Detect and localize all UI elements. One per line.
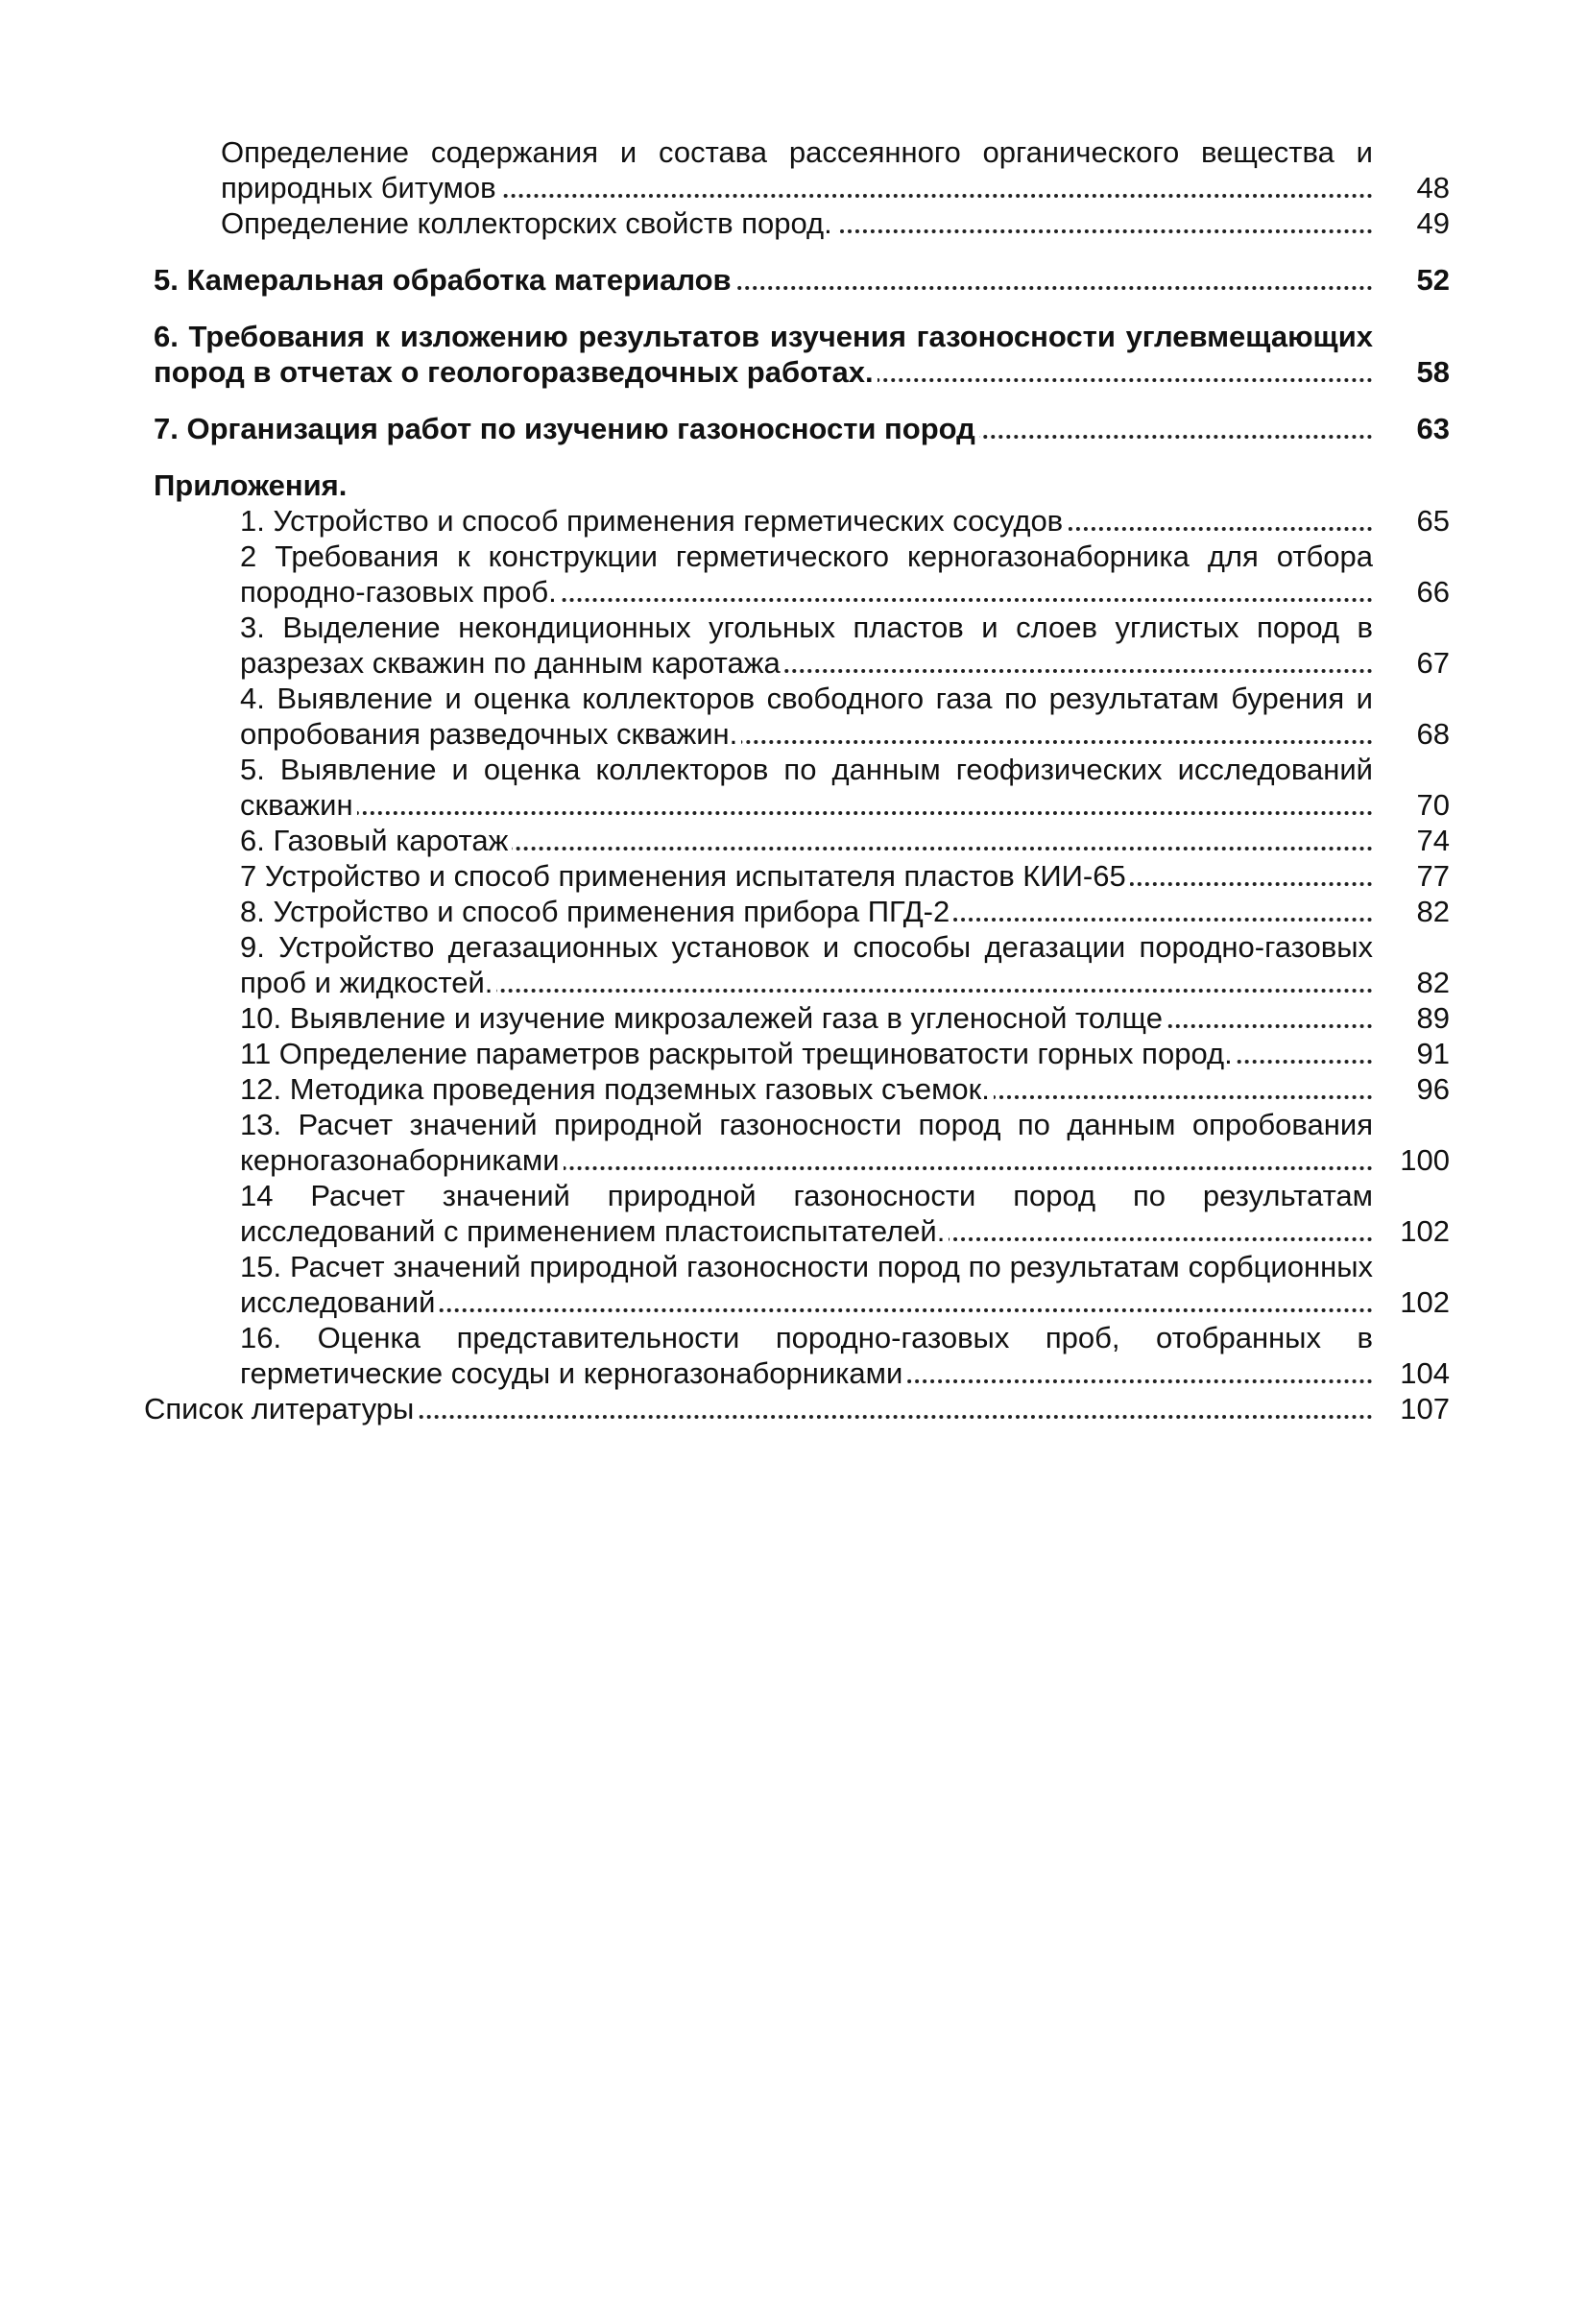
entry-title: 1. Устройство и способ применения герметических сосудов xyxy=(240,504,1067,538)
toc-entry xyxy=(144,503,1450,539)
page-number: 48 xyxy=(1416,171,1450,204)
entry-title: 8. Устройство и способ применения прибора ПГД-2 xyxy=(240,895,953,928)
page-number: 77 xyxy=(1416,859,1450,893)
toc-entry xyxy=(144,205,1450,241)
section-title: 7. Организация работ по изучению газоносности пород xyxy=(154,412,979,445)
toc-entry xyxy=(144,858,1450,894)
page-number: 49 xyxy=(1416,206,1450,240)
toc-entry xyxy=(144,1036,1450,1071)
entry-title: 5. Выявление и оценка коллекторов по данным геофизических исследований скважин xyxy=(240,753,1373,822)
entry-title: Список литературы xyxy=(144,1392,418,1426)
entry-title: 4. Выявление и оценка коллекторов свободного газа по результатам бурения и опробования разведочных скважин. xyxy=(240,682,1373,751)
toc-entry xyxy=(144,1000,1450,1036)
toc-entry xyxy=(144,823,1450,858)
toc-entry xyxy=(144,894,1450,929)
toc-entry xyxy=(144,752,1450,823)
toc-entry xyxy=(144,1178,1450,1249)
page-number: 89 xyxy=(1416,1001,1450,1035)
page-number: 104 xyxy=(1400,1356,1450,1390)
entry-title: 9. Устройство дегазационных установок и способы дегазации породно-газовых проб и жидкостей. xyxy=(240,930,1373,999)
entry-title: 11 Определение параметров раскрытой трещиноватости горных пород. xyxy=(240,1037,1237,1070)
page-number: 107 xyxy=(1400,1392,1450,1426)
entry-title: 6. Газовый каротаж xyxy=(240,824,512,857)
page-number: 63 xyxy=(1416,412,1450,445)
entry-title: Определение коллекторских свойств пород. xyxy=(221,206,836,240)
toc-section xyxy=(144,262,1450,298)
entry-title: 3. Выделение некондиционных угольных пластов и слоев углистых пород в разрезах скважин по данным каротажа xyxy=(240,611,1373,680)
entry-title: 14 Расчет значений природной газоносности пород по результатам исследований с применением пластоиспытателей. xyxy=(240,1179,1373,1248)
page-number: 58 xyxy=(1416,355,1450,389)
entry-title: 7 Устройство и способ применения испытателя пластов КИИ-65 xyxy=(240,859,1130,893)
toc-entry xyxy=(144,1249,1450,1320)
page-number: 52 xyxy=(1416,263,1450,297)
entry-title: 10. Выявление и изучение микрозалежей газа в угленосной толще xyxy=(240,1001,1166,1035)
section-title: 6. Требования к изложению результатов изучения газоносности углевмещающих пород в отчетах о геологоразведочных работах. xyxy=(154,320,1373,389)
page-number: 67 xyxy=(1416,646,1450,680)
entry-title: 2 Требования к конструкции герметического керногазонаборника для отбора породно-газовых проб. xyxy=(240,539,1373,609)
page-number: 74 xyxy=(1416,824,1450,857)
toc-entry xyxy=(144,610,1450,681)
entry-title: Определение содержания и состава рассеянного органического вещества и природных битумов xyxy=(221,135,1373,204)
toc-entry xyxy=(144,1071,1450,1107)
page-number: 102 xyxy=(1400,1214,1450,1248)
entry-title: 13. Расчет значений природной газоносности пород по данным опробования керногазонаборниками xyxy=(240,1108,1373,1177)
page-number: 100 xyxy=(1400,1143,1450,1177)
toc-entry xyxy=(144,539,1450,610)
toc-entry xyxy=(144,681,1450,752)
toc-section xyxy=(144,411,1450,446)
page-number: 91 xyxy=(1416,1037,1450,1070)
page-number: 82 xyxy=(1416,966,1450,999)
page-number: 70 xyxy=(1416,788,1450,822)
section-title: 5. Камеральная обработка материалов xyxy=(154,263,735,297)
page-number: 82 xyxy=(1416,895,1450,928)
table-of-contents xyxy=(144,134,1450,1426)
toc-entry xyxy=(144,134,1450,205)
entry-title: 12. Методика проведения подземных газовых съемок. xyxy=(240,1072,994,1106)
toc-entry xyxy=(144,1320,1450,1391)
page-number: 68 xyxy=(1416,717,1450,751)
toc-section xyxy=(144,319,1450,390)
page-number: 96 xyxy=(1416,1072,1450,1106)
page-number: 102 xyxy=(1400,1285,1450,1319)
page-number: 65 xyxy=(1416,504,1450,538)
page-number: 66 xyxy=(1416,575,1450,609)
entry-title: 15. Расчет значений природной газоносности пород по результатам сорбционных исследований xyxy=(240,1250,1373,1319)
toc-entry xyxy=(144,929,1450,1000)
appendices-heading: Приложения. xyxy=(154,468,348,502)
toc-entry xyxy=(144,1391,1450,1426)
toc-entry xyxy=(144,1107,1450,1178)
dot-leader xyxy=(240,811,1373,815)
entry-title: 16. Оценка представительности породно-газовых проб, отобранных в герметические сосуды и керногазонаборниками xyxy=(240,1321,1373,1390)
